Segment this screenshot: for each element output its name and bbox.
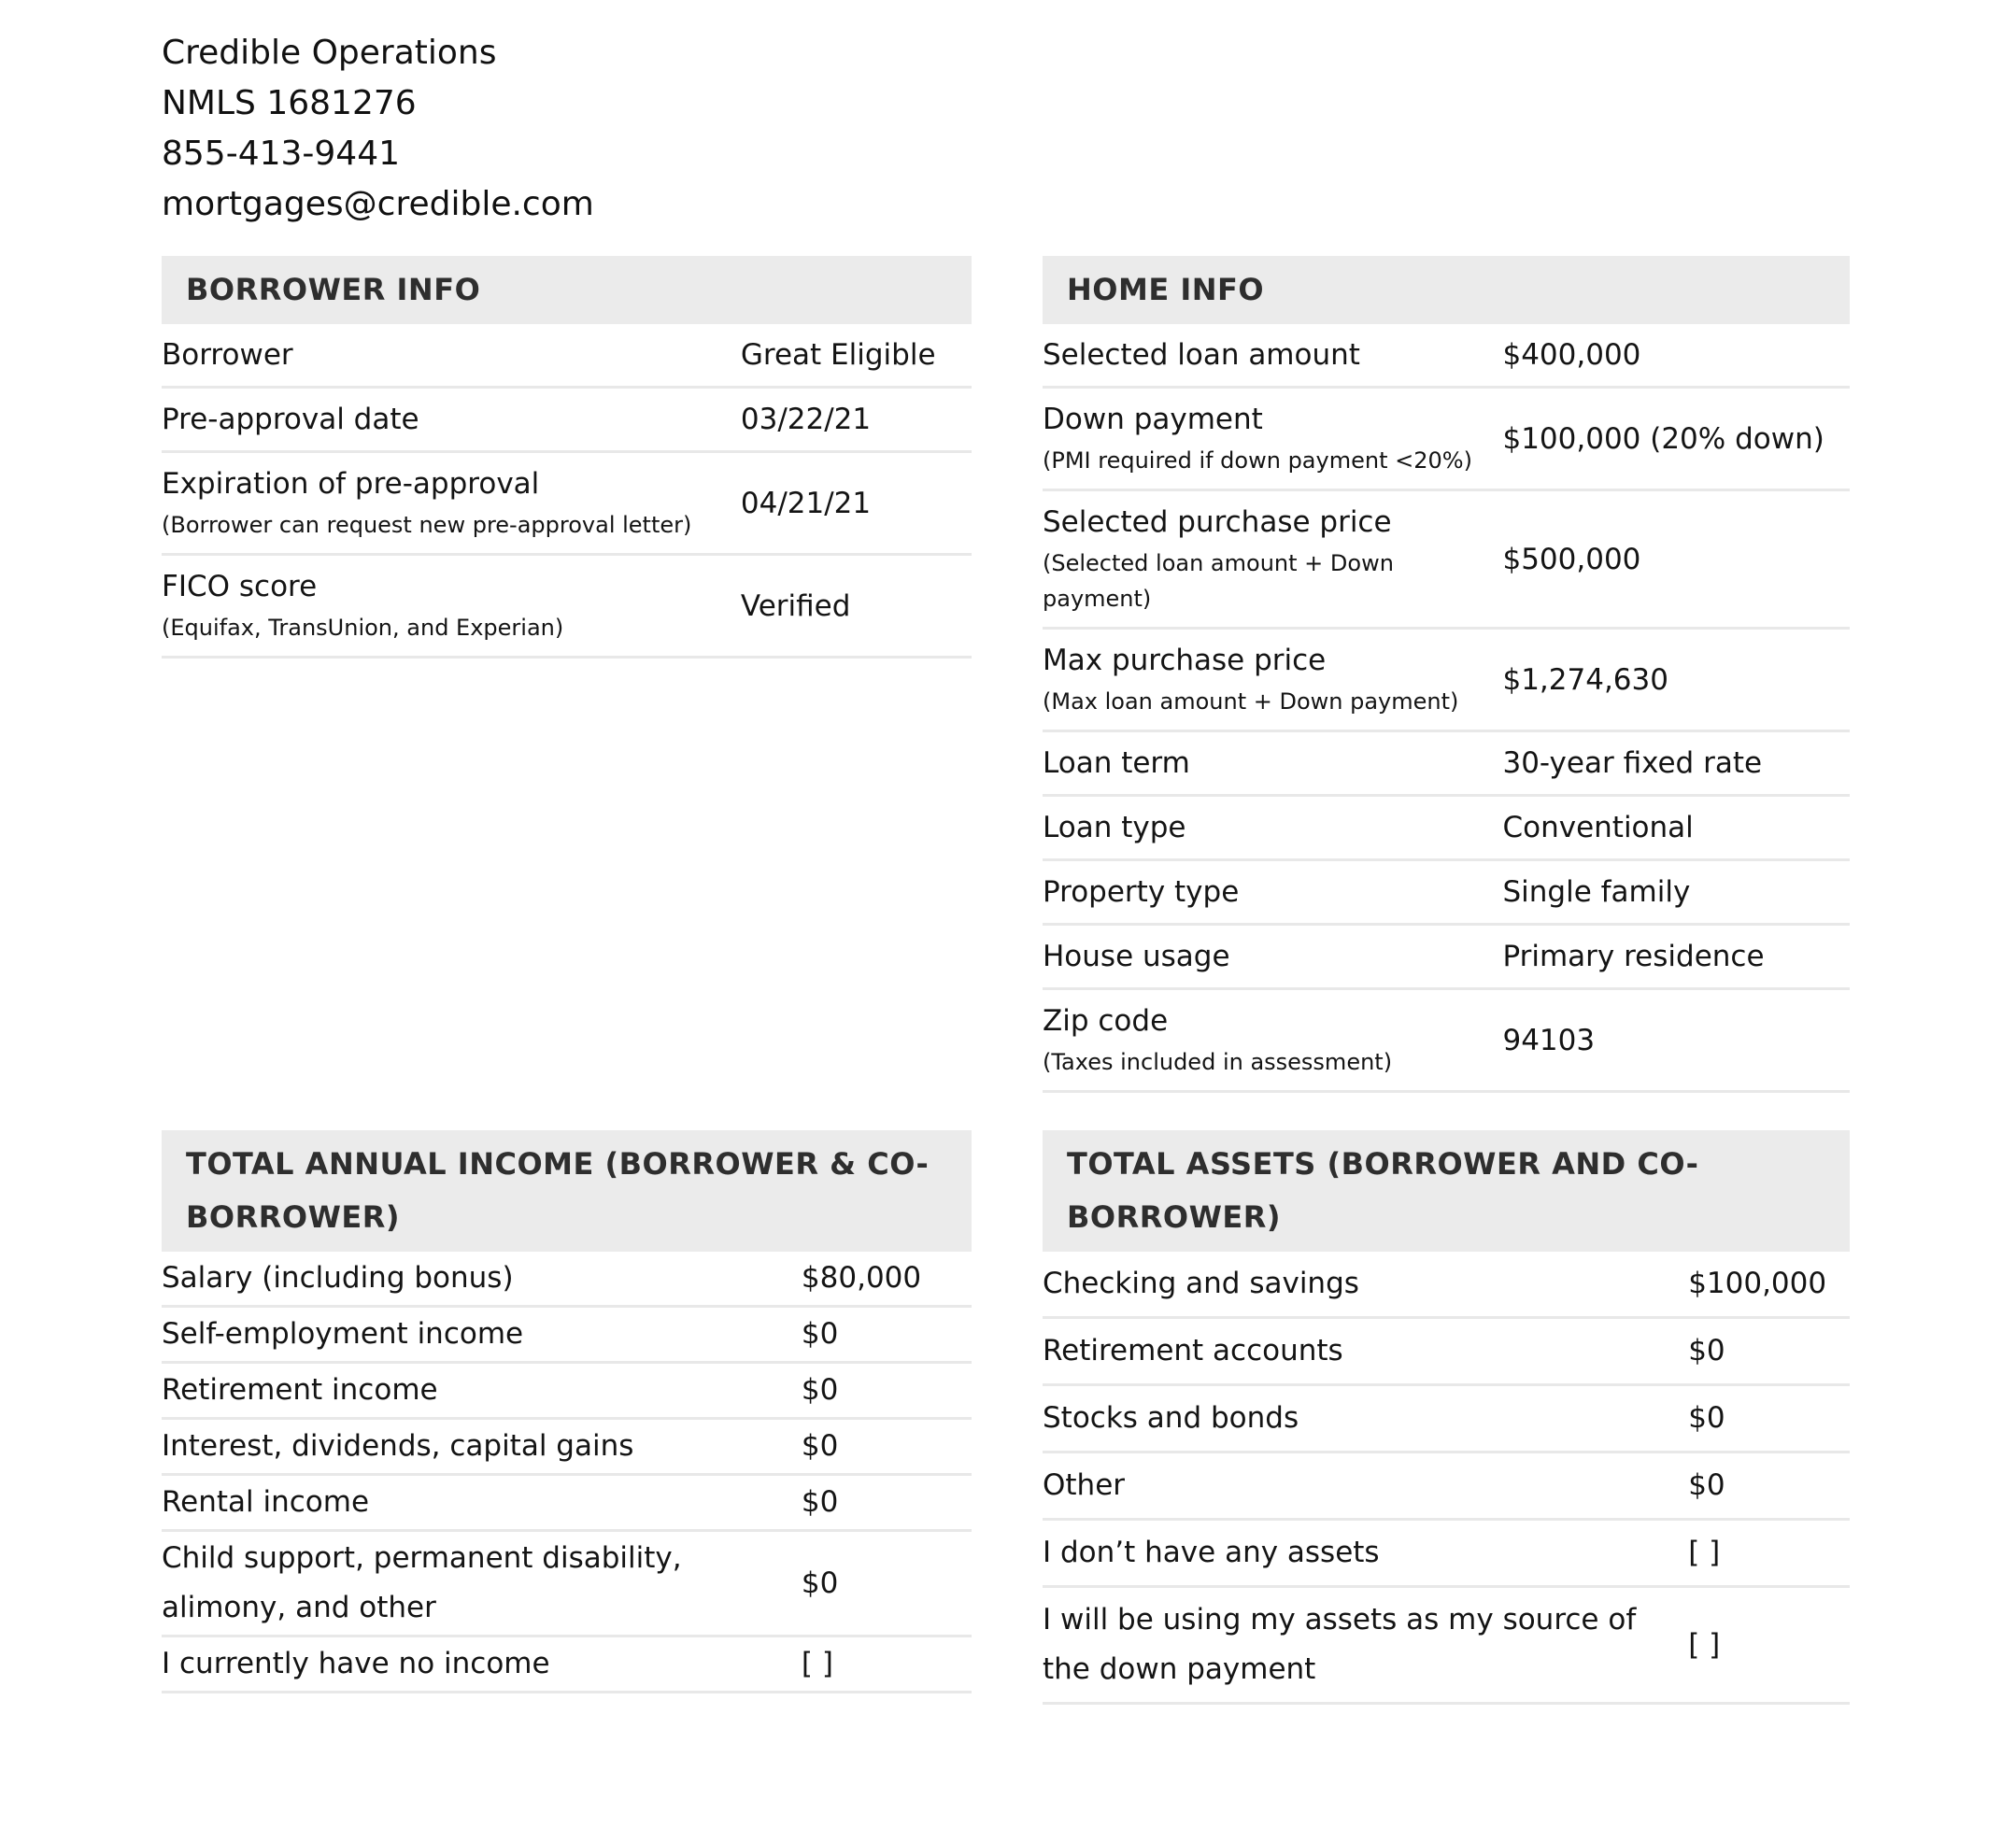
- row-label-cell: [1043, 1394, 1688, 1443]
- row-value: $1,274,630: [1502, 662, 1668, 697]
- row-label: Pre-approval date: [162, 403, 419, 436]
- borrower-info-section: [162, 256, 972, 659]
- assets-section: [1043, 1130, 1850, 1705]
- row-label: Other: [1043, 1468, 1126, 1502]
- row-sublabel: (Max loan amount + Down payment): [1043, 688, 1459, 715]
- row-no-income-checkbox: [162, 1637, 972, 1693]
- row-label-cell: [1043, 1461, 1688, 1510]
- row-label: Selected purchase price: [1043, 505, 1392, 539]
- row-label-cell: [1043, 936, 1502, 977]
- row-value: $500,000: [1502, 542, 1641, 576]
- row-interest-dividends: [162, 1420, 972, 1476]
- row-label: Child support, permanent disability, alimony, and other: [162, 1541, 682, 1624]
- row-sublabel: (Borrower can request new pre-approval letter): [162, 512, 692, 538]
- borrower-info-header: BORROWER INFO: [162, 256, 972, 324]
- row-down-payment: [1043, 389, 1850, 491]
- row-stocks-bonds: [1043, 1386, 1850, 1453]
- row-fico: [162, 556, 972, 659]
- row-label: Property type: [1043, 875, 1240, 909]
- row-value: Single family: [1502, 875, 1691, 909]
- row-label: Retirement income: [162, 1373, 438, 1407]
- row-label-cell: [162, 1478, 802, 1527]
- row-label: Rental income: [162, 1485, 370, 1519]
- row-value: $100,000 (20% down): [1502, 421, 1824, 456]
- tables-grid: [162, 256, 2016, 1705]
- row-label: Down payment: [1043, 403, 1263, 436]
- contact-block: [162, 28, 2016, 230]
- company-name: Credible Operations: [162, 34, 497, 72]
- row-max-purchase-price: [1043, 630, 1850, 732]
- row-label: Checking and savings: [1043, 1267, 1359, 1300]
- row-borrower: [162, 324, 972, 389]
- row-label-cell: [1043, 743, 1502, 784]
- row-label-cell: [162, 399, 741, 440]
- row-value: Verified: [740, 588, 851, 623]
- row-label-cell: [162, 1254, 802, 1303]
- row-label: Loan term: [1043, 746, 1190, 780]
- email-address: mortgages@credible.com: [162, 185, 594, 223]
- row-value: Great Eligible: [740, 338, 936, 372]
- row-value: $0: [1688, 1401, 1725, 1435]
- row-label: I currently have no income: [162, 1647, 550, 1680]
- checkbox-value: [ ]: [801, 1647, 833, 1680]
- row-self-employment: [162, 1308, 972, 1364]
- row-label-cell: [162, 1366, 802, 1415]
- row-label-cell: [1043, 1326, 1688, 1376]
- row-label: Selected loan amount: [1043, 338, 1360, 372]
- row-label-cell: [162, 463, 741, 543]
- row-rental-income: [162, 1476, 972, 1532]
- row-value: 94103: [1502, 1023, 1596, 1057]
- row-label: Self-employment income: [162, 1317, 524, 1351]
- home-info-header: HOME INFO: [1043, 256, 1850, 324]
- row-label: FICO score: [162, 570, 318, 603]
- row-retirement-accounts: [1043, 1319, 1850, 1386]
- row-label-cell: [1043, 1000, 1502, 1080]
- income-header: TOTAL ANNUAL INCOME (BORROWER & CO-BORROWER): [162, 1130, 972, 1252]
- row-checking-savings: [1043, 1252, 1850, 1319]
- row-label: Retirement accounts: [1043, 1334, 1343, 1367]
- row-label: Max purchase price: [1043, 644, 1327, 677]
- row-label: Stocks and bonds: [1043, 1401, 1299, 1435]
- row-label-cell: [1043, 1259, 1688, 1309]
- row-label-cell: [162, 566, 741, 645]
- checkbox-value: [ ]: [1688, 1536, 1721, 1569]
- row-label-cell: [1043, 640, 1502, 719]
- row-loan-amount: [1043, 324, 1850, 389]
- row-zip-code: [1043, 990, 1850, 1093]
- row-sublabel: (Selected loan amount + Down payment): [1043, 550, 1394, 612]
- row-label-cell: [1043, 807, 1502, 848]
- row-label-cell: [162, 334, 741, 375]
- row-purchase-price: [1043, 491, 1850, 630]
- row-house-usage: [1043, 926, 1850, 990]
- row-label-cell: [1043, 502, 1502, 616]
- row-label-cell: [162, 1534, 802, 1633]
- row-preapproval-date: [162, 389, 972, 453]
- row-value: 03/22/21: [740, 403, 872, 436]
- row-label: I don’t have any assets: [1043, 1536, 1380, 1569]
- row-no-assets-checkbox: [1043, 1521, 1850, 1588]
- row-value: Primary residence: [1502, 940, 1765, 973]
- row-value: $0: [801, 1485, 839, 1519]
- row-value: $400,000: [1502, 338, 1641, 372]
- row-value: $0: [801, 1566, 839, 1600]
- row-label: Salary (including bonus): [162, 1261, 514, 1295]
- income-section: [162, 1130, 972, 1693]
- row-label: Expiration of pre-approval: [162, 467, 540, 501]
- row-label: Zip code: [1043, 1004, 1169, 1038]
- row-value: $0: [801, 1317, 839, 1351]
- row-loan-term: [1043, 732, 1850, 797]
- row-value: $0: [801, 1373, 839, 1407]
- row-assets-down-payment-checkbox: [1043, 1588, 1850, 1705]
- row-label-cell: [1043, 1595, 1688, 1694]
- row-retirement-income: [162, 1364, 972, 1420]
- row-label-cell: [1043, 334, 1502, 375]
- assets-header: TOTAL ASSETS (BORROWER AND CO-BORROWER): [1043, 1130, 1850, 1252]
- row-value: $0: [801, 1429, 839, 1463]
- row-sublabel: (PMI required if down payment <20%): [1043, 447, 1472, 474]
- row-property-type: [1043, 861, 1850, 926]
- row-label: Interest, dividends, capital gains: [162, 1429, 634, 1463]
- row-sublabel: (Taxes included in assessment): [1043, 1049, 1393, 1075]
- row-value: $0: [1688, 1334, 1725, 1367]
- row-label: I will be using my assets as my source of the down payment: [1043, 1603, 1637, 1686]
- row-expiration: [162, 453, 972, 556]
- row-label-cell: [162, 1310, 802, 1359]
- row-label-cell: [1043, 871, 1502, 913]
- row-label-cell: [1043, 1528, 1688, 1578]
- row-value: $0: [1688, 1468, 1725, 1502]
- row-loan-type: [1043, 797, 1850, 861]
- row-label: Loan type: [1043, 811, 1186, 844]
- row-label: Borrower: [162, 338, 293, 372]
- row-sublabel: (Equifax, TransUnion, and Experian): [162, 615, 564, 641]
- row-label-cell: [162, 1639, 802, 1689]
- row-other-assets: [1043, 1453, 1850, 1521]
- row-label-cell: [1043, 399, 1502, 478]
- nmls-number: NMLS 1681276: [162, 84, 417, 122]
- row-label: House usage: [1043, 940, 1230, 973]
- row-value: $80,000: [801, 1261, 922, 1295]
- row-value: Conventional: [1502, 811, 1694, 844]
- row-salary: [162, 1252, 972, 1308]
- row-value: 30-year fixed rate: [1502, 746, 1763, 780]
- row-value: 04/21/21: [740, 486, 872, 520]
- home-info-section: [1043, 256, 1850, 1093]
- row-label-cell: [162, 1422, 802, 1471]
- phone-number: 855-413-9441: [162, 135, 401, 173]
- row-child-support: [162, 1532, 972, 1637]
- row-value: $100,000: [1688, 1267, 1827, 1300]
- checkbox-value: [ ]: [1688, 1627, 1721, 1662]
